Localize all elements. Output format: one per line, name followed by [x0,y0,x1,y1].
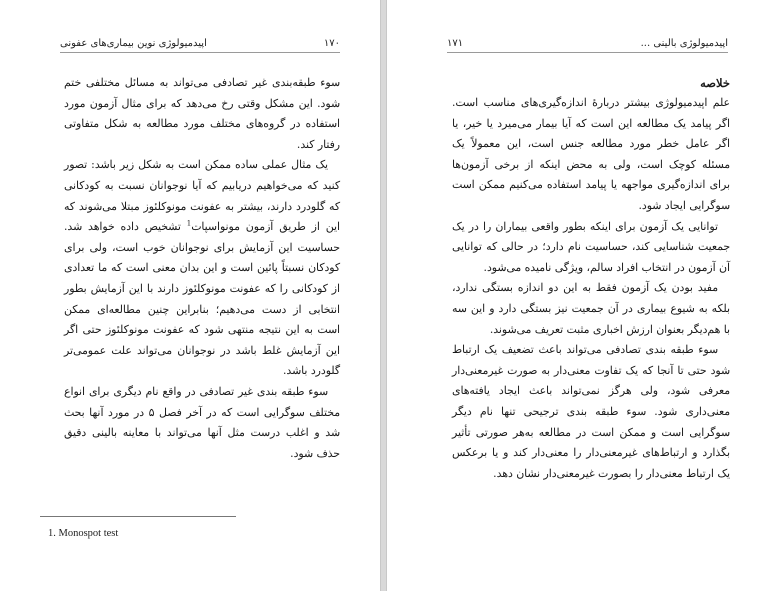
footnote-divider [40,516,236,517]
left-running-header [60,38,340,53]
left-body-text [64,73,340,464]
left-running-title: اپیدمیولوژی نوین بیماری‌های عفونی [60,38,207,49]
right-body-text [452,73,730,484]
left-paragraph-1: سوء طبقه‌بندی غیر تصادفی می‌تواند به مسائل مختلفی ختم شود. این مشکل وقتی رخ می‌دهد که برای مثال آزمون مورد استفاده در گروه‌های مختلف مورد مطالعه به شکل متفاوتی رفتار کند. [64,76,340,151]
section-heading: خلاصه [700,76,730,90]
right-running-header [447,38,728,53]
left-paragraph-3: سوء طبقه بندی غیر تصادفی در واقع نام دیگری برای انواع مختلف سوگرایی است که در آخر فصل ۵ در مورد آنها بحث شد و اغلب درست مثل آنها می‌تواند با معاینه بالینی دقیق حذف شود. [64,384,340,460]
left-paragraph-2-text: یک مثال عملی ساده ممکن است به شکل زیر باشد: تصور کنید که می‌خواهیم دریابیم که آیا نوجوانان نسبت به کودکانی که گلودرد دارند، بیشتر به عفونت مونوکلئوز مبتلا می‌شوند که این از طریق آزمون مونواسپات [64,158,340,234]
right-paragraph-1: علم اپیدمیولوژی بیشتر دربارهٔ اندازه‌گیری‌های مناسب است. اگر پیامد یک مطالعه این است که آیا بیمار می‌میرد یا خیر، یا اگر عامل خطر مورد مطالعه جنس است، این معمولاً یک مسئله کوچک است، ولی به محض اینکه از برخی آزمون‌ها برای اندازه‌گیری مواجهه یا پیامد استفاده می‌کنیم ممکن است سوگرایی ایجاد شود. [452,96,730,212]
right-running-title: اپیدمیولوژی بالینی ... [640,38,728,49]
right-page-number: ۱۷۱ [447,38,464,49]
footnote-marker: 1 [186,219,192,228]
left-paragraph-2 [64,155,340,382]
left-page [0,0,381,591]
right-paragraph-2: توانایی یک آزمون برای اینکه بطور واقعی بیماران را در یک جمعیت شناسایی کند، حساسیت نام دارد؛ در حالی که توانایی آن آزمون در انتخاب افراد سالم، ویژگی نامیده می‌شود. [452,219,730,274]
footnote: 1. Monospot test [48,528,119,539]
right-page [386,0,768,591]
right-paragraph-3: مفید بودن یک آزمون فقط به این دو اندازه بستگی ندارد، بلکه به شیوع بیماری در آن جمعیت نیز بستگی دارد و این سه با هم‌دیگر بعنوان ارزش اخباری مثبت تعریف می‌شوند. [452,281,730,336]
left-page-number: ۱۷۰ [323,38,340,49]
right-paragraph-4: سوء طبقه بندی تصادفی می‌تواند باعث تضعیف یک ارتباط شود حتی تا آنجا که یک تفاوت معنی‌دار به صورت غیرمعنی‌دار معرفی شود، ولی هرگز نمی‌تواند باعث ایجاد یافته‌های معنی‌داری شود. سوء طبقه بندی ترجیحی تنها نام دیگر سوگرایی است و ممکن است در مطالعه به‌هر صورتی تأثیر بگذارد و ارتباط‌های غیرمعنی‌دار را معنی‌دار کند و یا برعکس یک ارتباط معنی‌دار را بصورت غیرمعنی‌دار نشان دهد. [452,343,730,480]
left-paragraph-2-cont: تشخیص داده خواهد شد. حساسیت این آزمایش برای نوجوانان خوب است، ولی برای کودکان نسبتاً پائین است و این بدان معنی است که ما تعدادی از کودکانی را که عفونت مونوکلئوز دارند با این آزمایش بطور انتخابی از دست می‌دهیم؛ بنابراین چنین مطالعه‌ای ممکن است به این نتیجه منتهی شود که عفونت مونوکلئوز حتی اگر این آزمایش غلط باشد در نوجوانان می‌تواند علت عمومی‌تر گلودرد باشد. [64,220,340,378]
